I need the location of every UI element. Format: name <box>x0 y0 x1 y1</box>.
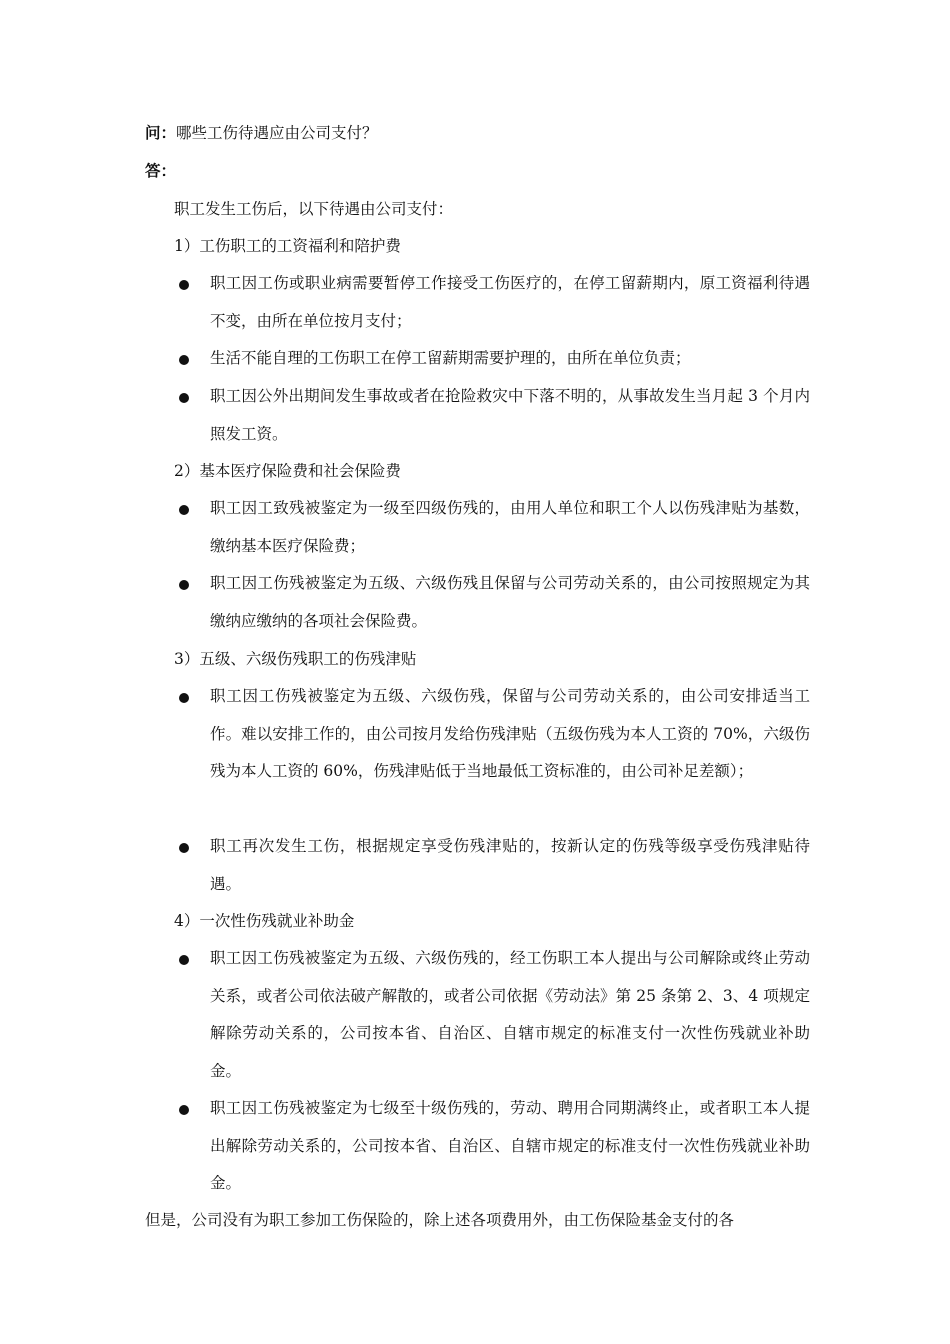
closing-paragraph: 但是，公司没有为职工参加工伤保险的，除上述各项费用外，由工伤保险基金支付的各 <box>145 1211 735 1229</box>
bullet-icon <box>179 280 189 290</box>
section-heading-2: 2）基本医疗保险费和社会保险费 <box>174 462 401 480</box>
bullet-text: 职工因工致残被鉴定为一级至四级伤残的，由用人单位和职工个人以伤残津贴为基数，缴纳基本医疗保险费； <box>210 499 810 555</box>
bullet-text: 职工因工伤残被鉴定为七级至十级伤残的，劳动、聘用合同期满终止，或者职工本人提出解除劳动关系的，公司按本省、自治区、自辖市规定的标准支付一次性伤残就业补助金。 <box>210 1099 810 1192</box>
bullet-icon <box>179 1105 189 1115</box>
bullet-text: 职工因工伤残被鉴定为五级、六级伤残的，经工伤职工本人提出与公司解除或终止劳动关系，或者公司依法破产解散的，或者公司依据《劳动法》第 25 条第 2、3、4 项规定解除劳动关系的，公司按本省、自治区、自辖市规定的标准支付一次性伤残就业补助金。 <box>210 949 810 1080</box>
answer-label: 答： <box>145 161 177 180</box>
bullet-icon <box>179 693 189 703</box>
question-line <box>145 120 378 146</box>
question-text: 哪些工伤待遇应由公司支付？ <box>176 124 378 142</box>
section-heading-3: 3）五级、六级伤残职工的伤残津贴 <box>174 650 417 668</box>
bullet-icon <box>179 393 189 403</box>
question-label: 问： <box>145 123 177 142</box>
bullet-text: 职工再次发生工伤，根据规定享受伤残津贴的，按新认定的伤残等级享受伤残津贴待遇。 <box>210 837 810 893</box>
bullet-icon <box>179 505 189 515</box>
bullet-text: 职工因工伤或职业病需要暂停工作接受工伤医疗的，在停工留薪期内，原工资福利待遇不变，由所在单位按月支付； <box>210 274 810 330</box>
section-heading-1: 1）工伤职工的工资福利和陪护费 <box>174 237 401 255</box>
bullet-icon <box>179 843 189 853</box>
bullet-text: 职工因公外出期间发生事故或者在抢险救灾中下落不明的，从事故发生当月起 3 个月内照发工资。 <box>210 387 810 443</box>
bullet-icon <box>179 355 189 365</box>
bullet-text: 职工因工伤残被鉴定为五级、六级伤残，保留与公司劳动关系的，由公司安排适当工作。难以安排工作的，由公司按月发给伤残津贴（五级伤残为本人工资的 70%，六级伤残为本人工资的 60%，伤残津贴低于当地最低工资标准的，由公司补足差额）； <box>210 687 810 780</box>
answer-intro: 职工发生工伤后，以下待遇由公司支付： <box>174 200 454 218</box>
bullet-text: 生活不能自理的工伤职工在停工留薪期需要护理的，由所在单位负责； <box>210 349 691 367</box>
bullet-icon <box>179 580 189 590</box>
bullet-icon <box>179 955 189 965</box>
section-heading-4: 4）一次性伤残就业补助金 <box>174 912 355 930</box>
bullet-text: 职工因工伤残被鉴定为五级、六级伤残且保留与公司劳动关系的，由公司按照规定为其缴纳应缴纳的各项社会保险费。 <box>210 574 810 630</box>
